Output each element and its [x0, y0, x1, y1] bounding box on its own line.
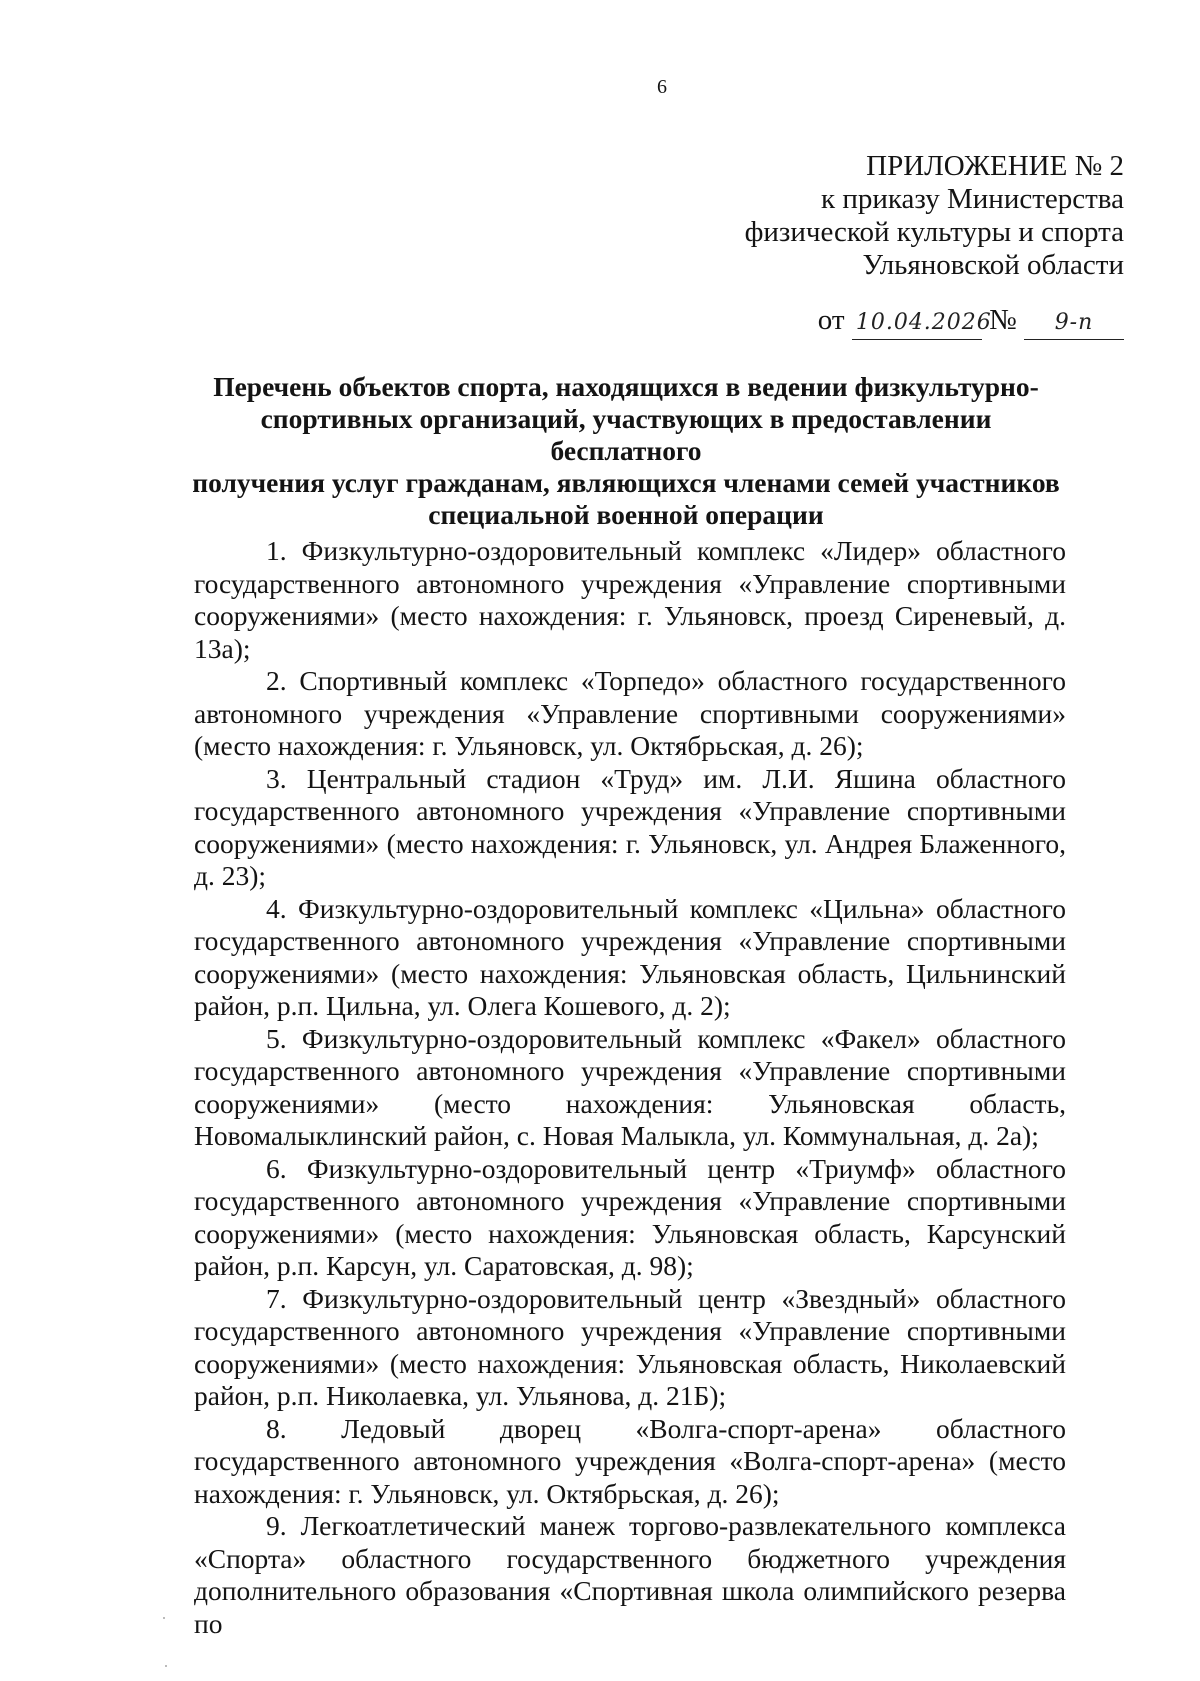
scan-dot: [163, 1617, 165, 1619]
title-line: Перечень объектов спорта, находящихся в ведении физкультурно-: [213, 371, 1039, 402]
list-item: 9. Легкоатлетический манеж торгово-развлекательного комплекса «Спорта» областного государственного бюджетного учреждения дополнительного образования «Спортивная школа олимпийского резерва по: [194, 1510, 1066, 1639]
number-label: №: [989, 304, 1017, 336]
appendix-line-3: Ульяновской области: [862, 249, 1124, 281]
appendix-header: [745, 150, 1124, 282]
list-item: 7. Физкультурно-оздоровительный центр «Звездный» областного государственного автономного учреждения «Управление спортивными сооружениями» (место нахождения: Ульяновская область, Николаевский район, р.п. Николаевка, ул. Ульянова, д. 21Б);: [194, 1282, 1066, 1411]
appendix-line-1: к приказу Министерства: [821, 183, 1124, 215]
facility-list: [194, 535, 1066, 1640]
list-item: 1. Физкультурно-оздоровительный комплекс «Лидер» областного государственного автономного учреждения «Управление спортивными сооружениями» (место нахождения: г. Ульяновск, проезд Сиреневый, д. 13а);: [194, 535, 1066, 664]
title-line: спортивных организаций, участвующих в предоставлении бесплатного: [260, 403, 992, 466]
document-title: [186, 371, 1066, 531]
title-line: специальной военной операции: [428, 499, 824, 530]
title-line: получения услуг гражданам, являющихся членами семей участников: [192, 467, 1060, 498]
list-item: 6. Физкультурно-оздоровительный центр «Триумф» областного государственного автономного учреждения «Управление спортивными сооружениями» (место нахождения: Ульяновская область, Карсунский район, р.п. Карсун, ул. Саратовская, д. 98);: [194, 1152, 1066, 1281]
list-item: 4. Физкультурно-оздоровительный комплекс «Цильна» областного государственного автономного учреждения «Управление спортивными сооружениями» (место нахождения: Ульяновская область, Цильнинский район, р.п. Цильна, ул. Олега Кошевого, д. 2);: [194, 892, 1066, 1021]
appendix-line-2: физической культуры и спорта: [744, 216, 1124, 248]
list-item: 8. Ледовый дворец «Волга-спорт-арена» областного государственного автономного учреждения «Волга-спорт-арена» (место нахождения: г. Ульяновск, ул. Октябрьская, д. 26);: [194, 1412, 1066, 1509]
from-label: от: [817, 304, 845, 336]
page-number: 6: [657, 76, 667, 98]
list-item: 3. Центральный стадион «Труд» им. Л.И. Яшина областного государственного автономного учреждения «Управление спортивными сооружениями» (место нахождения: г. Ульяновск, ул. Андрея Блаженного, д. 23);: [194, 762, 1066, 891]
list-item: 5. Физкультурно-оздоровительный комплекс «Факел» областного государственного автономного учреждения «Управление спортивными сооружениями» (место нахождения: Ульяновская область, Новомалыклинский район, с. Новая Малыкла, ул. Коммунальная, д. 2а);: [194, 1022, 1066, 1151]
appendix-title: ПРИЛОЖЕНИЕ № 2: [866, 150, 1124, 182]
list-item: 2. Спортивный комплекс «Торпедо» областного государственного автономного учреждения «Управление спортивными сооружениями» (место нахождения: г. Ульяновск, ул. Октябрьская, д. 26);: [194, 665, 1066, 761]
scan-dot: [165, 1665, 167, 1667]
handwritten-date: 10.04.2026: [852, 306, 982, 340]
document-reference: [818, 304, 1124, 340]
handwritten-number: 9-п: [1024, 306, 1124, 340]
